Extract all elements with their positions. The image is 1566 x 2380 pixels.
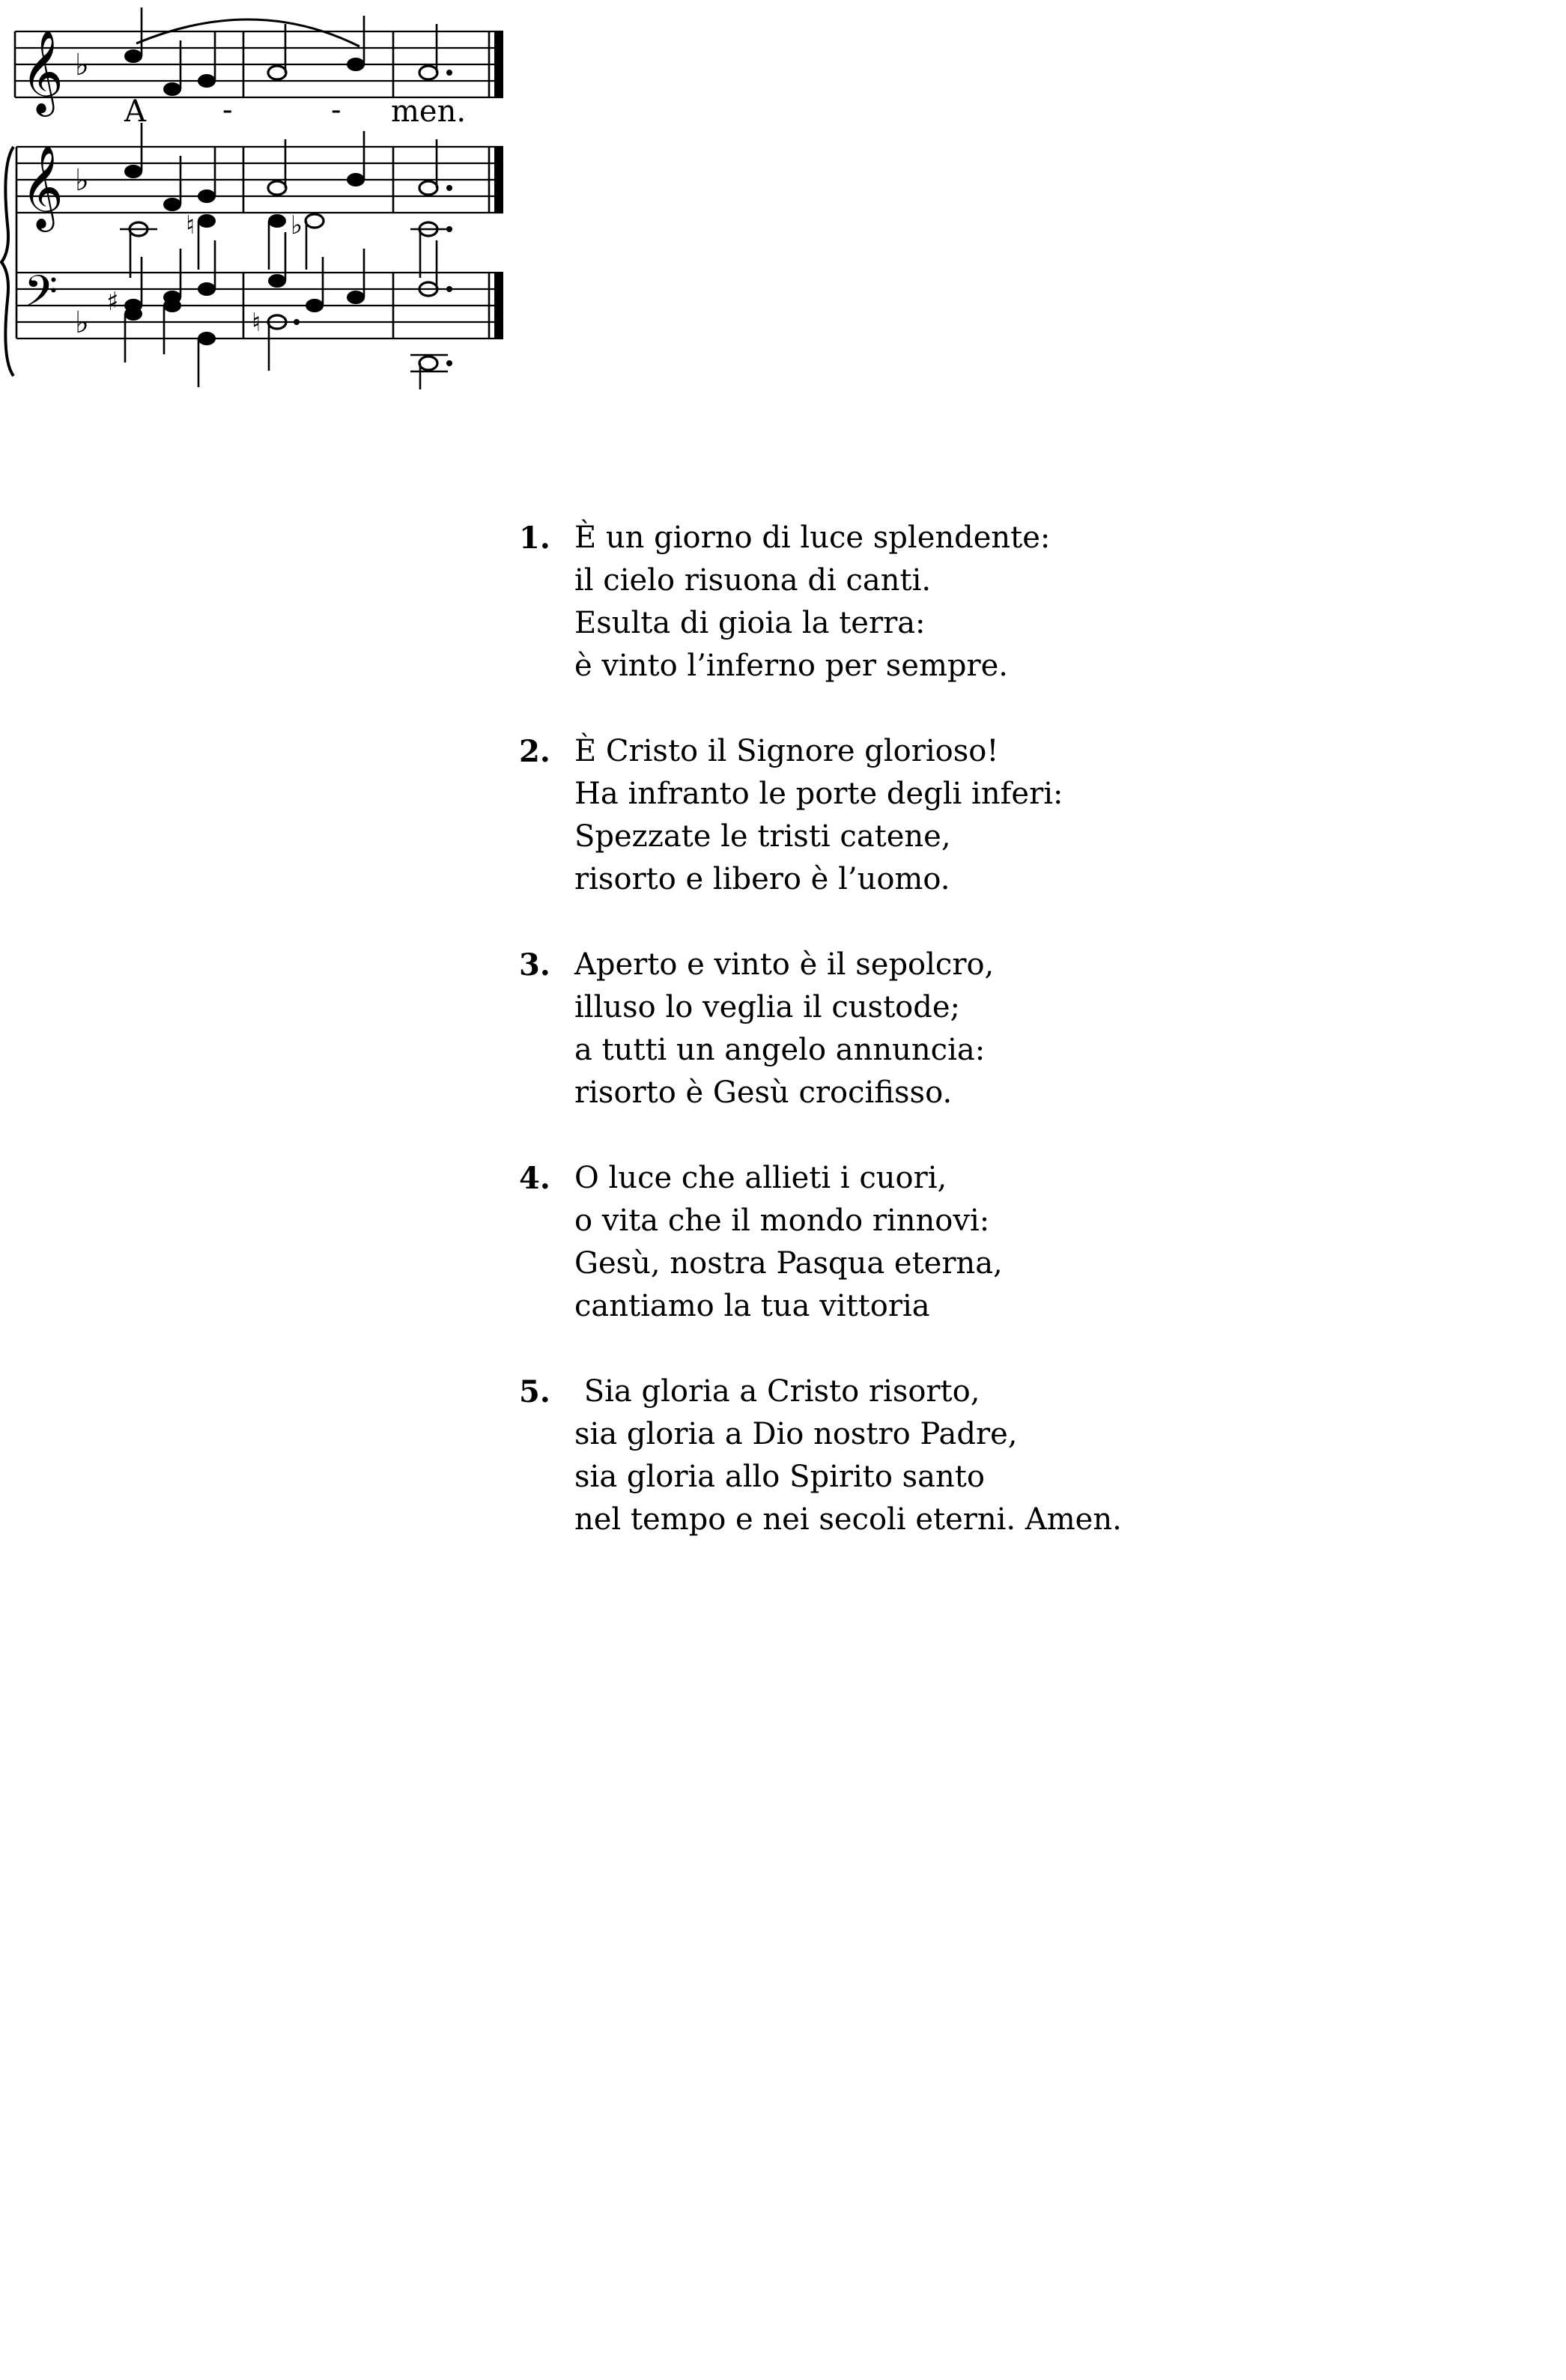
lyric-syllable: A bbox=[124, 94, 146, 129]
note bbox=[306, 214, 324, 228]
note bbox=[347, 173, 365, 186]
flat-sign-icon: ♭ bbox=[291, 210, 303, 240]
note bbox=[198, 74, 216, 88]
verse-line: o vita che il mondo rinnovi: bbox=[574, 1203, 990, 1238]
note bbox=[419, 356, 437, 370]
bass-clef-icon: 𝄢 bbox=[24, 266, 58, 327]
verse-line: a tutti un angelo annuncia: bbox=[574, 1033, 986, 1067]
note bbox=[268, 274, 286, 288]
verse-line: Esulta di gioia la terra: bbox=[574, 606, 926, 640]
verse-line: cantiamo la tua vittoria bbox=[574, 1289, 930, 1323]
melody-staff bbox=[15, 7, 503, 129]
note bbox=[124, 165, 142, 178]
note bbox=[268, 214, 286, 228]
natural-sign-icon: ♮ bbox=[252, 308, 261, 338]
verse bbox=[519, 944, 1122, 1114]
piano-bass-staff bbox=[16, 232, 503, 389]
note bbox=[347, 58, 365, 71]
verse-line: O luce che allieti i cuori, bbox=[574, 1161, 947, 1195]
note bbox=[198, 282, 216, 296]
verse-line: Ha infranto le porte degli inferi: bbox=[574, 777, 1063, 811]
slur bbox=[136, 19, 359, 46]
flat-key-signature-icon: ♭ bbox=[75, 306, 89, 340]
treble-clef-icon: 𝄞 bbox=[21, 145, 64, 228]
verse-number: 4. bbox=[519, 1161, 550, 1196]
verse-line: È Cristo il Signore glorioso! bbox=[574, 734, 999, 768]
lyric-syllable: men. bbox=[391, 94, 467, 129]
verse bbox=[519, 517, 1122, 687]
verse-number: 5. bbox=[519, 1374, 550, 1409]
flat-key-signature-icon: ♭ bbox=[75, 48, 89, 82]
sharp-sign-icon: ♯ bbox=[106, 287, 119, 317]
verse bbox=[519, 1157, 1122, 1328]
verse-line: Aperto e vinto è il sepolcro, bbox=[574, 947, 995, 982]
verse-line: nel tempo e nei secoli eterni. Amen. bbox=[574, 1502, 1122, 1537]
verse-line: è vinto l’inferno per sempre. bbox=[574, 649, 1008, 683]
natural-sign-icon: ♮ bbox=[186, 210, 195, 240]
piano-treble-staff bbox=[16, 123, 503, 278]
flat-key-signature-icon: ♭ bbox=[75, 163, 89, 198]
note bbox=[163, 82, 181, 96]
note bbox=[419, 181, 437, 195]
note bbox=[198, 189, 216, 203]
verse bbox=[519, 1370, 1122, 1541]
note bbox=[163, 299, 181, 312]
verse bbox=[519, 730, 1122, 901]
verse-line: Spezzate le tristi catene, bbox=[574, 819, 951, 854]
verse-line: illuso lo veglia il custode; bbox=[574, 990, 960, 1024]
verse-line: risorto è Gesù crocifisso. bbox=[574, 1075, 953, 1110]
music-score bbox=[0, 0, 524, 389]
piano-brace-icon bbox=[1, 147, 13, 376]
verses-block bbox=[519, 517, 1122, 1584]
note bbox=[163, 198, 181, 211]
lyric-syllable: - bbox=[222, 93, 233, 127]
note bbox=[124, 307, 142, 321]
note bbox=[268, 66, 286, 79]
note bbox=[347, 291, 365, 304]
verse-number: 1. bbox=[519, 520, 550, 556]
verse-number: 3. bbox=[519, 947, 550, 983]
verse-number: 2. bbox=[519, 734, 550, 769]
verse-line: Sia gloria a Cristo risorto, bbox=[574, 1374, 980, 1409]
note bbox=[306, 299, 324, 312]
verse-line: risorto e libero è l’uomo. bbox=[574, 862, 950, 896]
note bbox=[268, 181, 286, 195]
verse-line: il cielo risuona di canti. bbox=[574, 563, 932, 598]
verse-line: sia gloria a Dio nostro Padre, bbox=[574, 1417, 1018, 1451]
verse-line: Gesù, nostra Pasqua eterna, bbox=[574, 1246, 1003, 1281]
note bbox=[198, 214, 216, 228]
lyric-syllable: - bbox=[331, 93, 342, 127]
treble-clef-icon: 𝄞 bbox=[21, 29, 64, 113]
note bbox=[124, 49, 142, 63]
verse-line: sia gloria allo Spirito santo bbox=[574, 1460, 985, 1494]
note bbox=[198, 332, 216, 345]
note bbox=[419, 66, 437, 79]
verse-line: È un giorno di luce splendente: bbox=[574, 520, 1051, 555]
